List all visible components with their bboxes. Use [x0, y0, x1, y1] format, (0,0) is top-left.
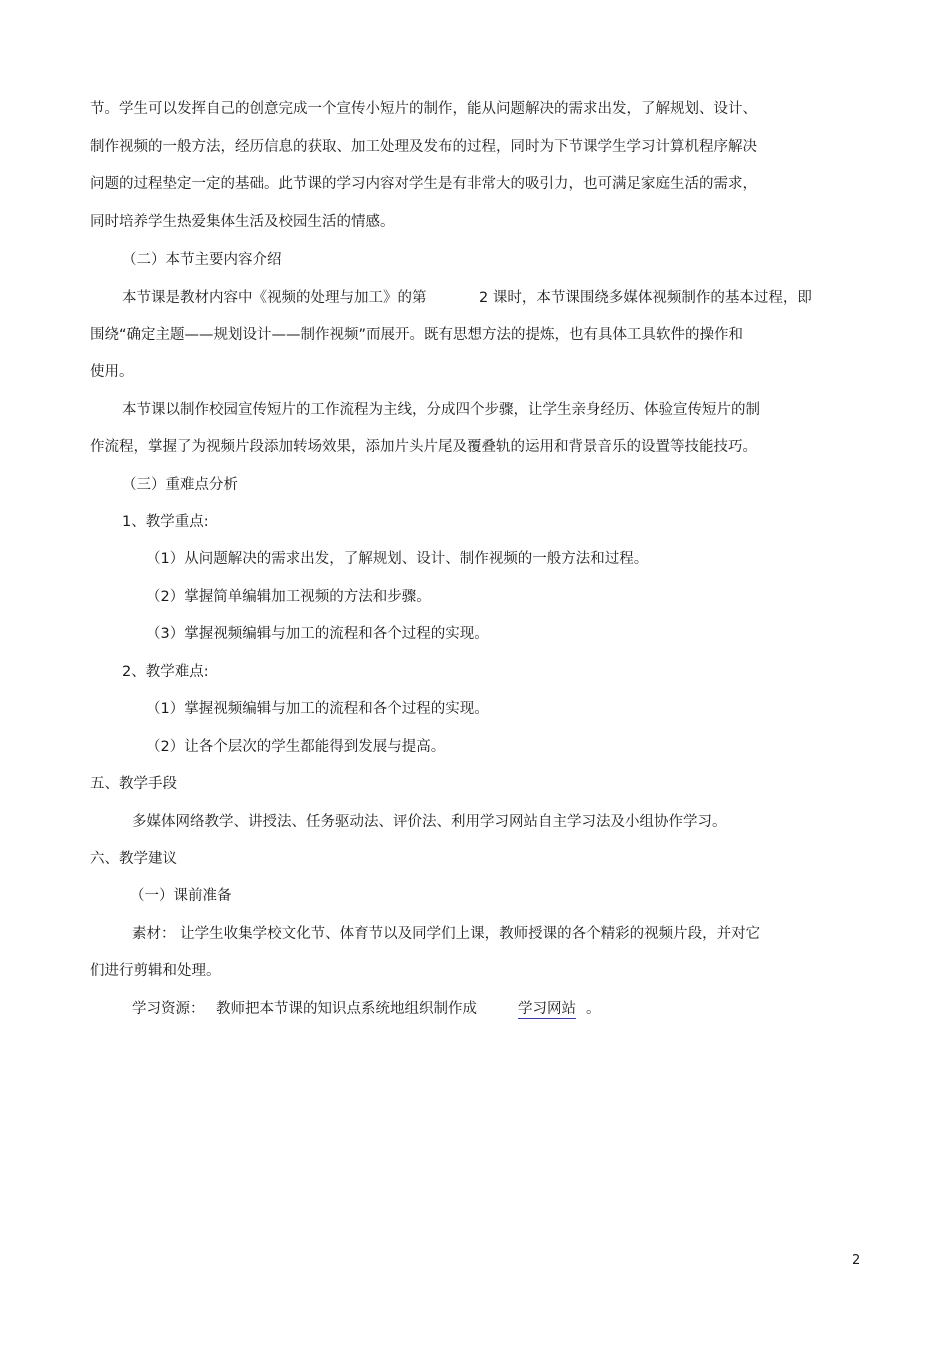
content-para2-line-2: 作流程，掌握了为视频片段添加转场效果，添加片头片尾及覆叠轨的运用和背景音乐的设置等技能技巧。 — [90, 439, 757, 455]
material-line-2: 们进行剪辑和处理。 — [90, 963, 221, 979]
content-para1-line-3: 使用。 — [90, 364, 134, 380]
content-para1-part-b: 2 课时，本节课围绕多媒体视频制作的基本过程，即 — [479, 290, 812, 306]
content-para1-part-a: 本节课是教材内容中《视频的处理与加工》的第 — [122, 290, 427, 306]
key-point-item: （3）掌握视频编辑与加工的流程和各个过程的实现。 — [146, 626, 489, 642]
section6-subheading: （一）课前准备 — [130, 888, 232, 904]
page-number: 2 — [852, 1253, 861, 1268]
difficult-point-item: （2）让各个层次的学生都能得到发展与提高。 — [146, 739, 446, 755]
section2-heading: （二）本节主要内容介绍 — [122, 252, 282, 268]
resource-text: 教师把本节课的知识点系统地组织制作成 — [216, 1001, 477, 1017]
learning-website-link-text[interactable]: 学习网站 — [518, 1001, 576, 1017]
intro-line-4: 同时培养学生热爱集体生活及校园生活的情感。 — [90, 214, 395, 230]
intro-line-1: 节。学生可以发挥自己的创意完成一个宣传小短片的制作，能从问题解决的需求出发，了解规划、设计、 — [90, 101, 757, 117]
content-para1-line-2: 围绕“确定主题——规划设计——制作视频”而展开。既有思想方法的提炼，也有具体工具软件的操作和 — [90, 327, 744, 343]
material-line-1: 素材： 让学生收集学校文化节、体育节以及同学们上课，教师授课的各个精彩的视频片段，并对它 — [132, 926, 761, 942]
intro-line-2: 制作视频的一般方法，经历信息的获取、加工处理及发布的过程，同时为下节课学生学习计算机程序解决 — [90, 139, 757, 155]
section5-heading: 五、教学手段 — [90, 776, 177, 792]
resource-end-period: 。 — [586, 1001, 601, 1017]
section5-text: 多媒体网络教学、讲授法、任务驱动法、评价法、利用学习网站自主学习法及小组协作学习。 — [132, 814, 727, 830]
content-para2-line-1: 本节课以制作校园宣传短片的工作流程为主线，分成四个步骤，让学生亲身经历、体验宣传短片的制 — [122, 402, 760, 418]
key-point-item: （2）掌握简单编辑加工视频的方法和步骤。 — [146, 589, 431, 605]
section3-heading: （三）重难点分析 — [122, 477, 238, 493]
resource-label: 学习资源： — [132, 1001, 205, 1017]
key-point-item: （1）从问题解决的需求出发，了解规划、设计、制作视频的一般方法和过程。 — [146, 551, 649, 567]
difficult-points-heading: 2、教学难点: — [122, 664, 209, 680]
difficult-point-item: （1）掌握视频编辑与加工的流程和各个过程的实现。 — [146, 701, 489, 717]
intro-line-3: 问题的过程垫定一定的基础。此节课的学习内容对学生是有非常大的吸引力，也可满足家庭生活的需求， — [90, 176, 757, 192]
learning-website-link[interactable] — [518, 999, 576, 1019]
section6-heading: 六、教学建议 — [90, 851, 177, 867]
key-points-heading: 1、教学重点: — [122, 514, 209, 530]
